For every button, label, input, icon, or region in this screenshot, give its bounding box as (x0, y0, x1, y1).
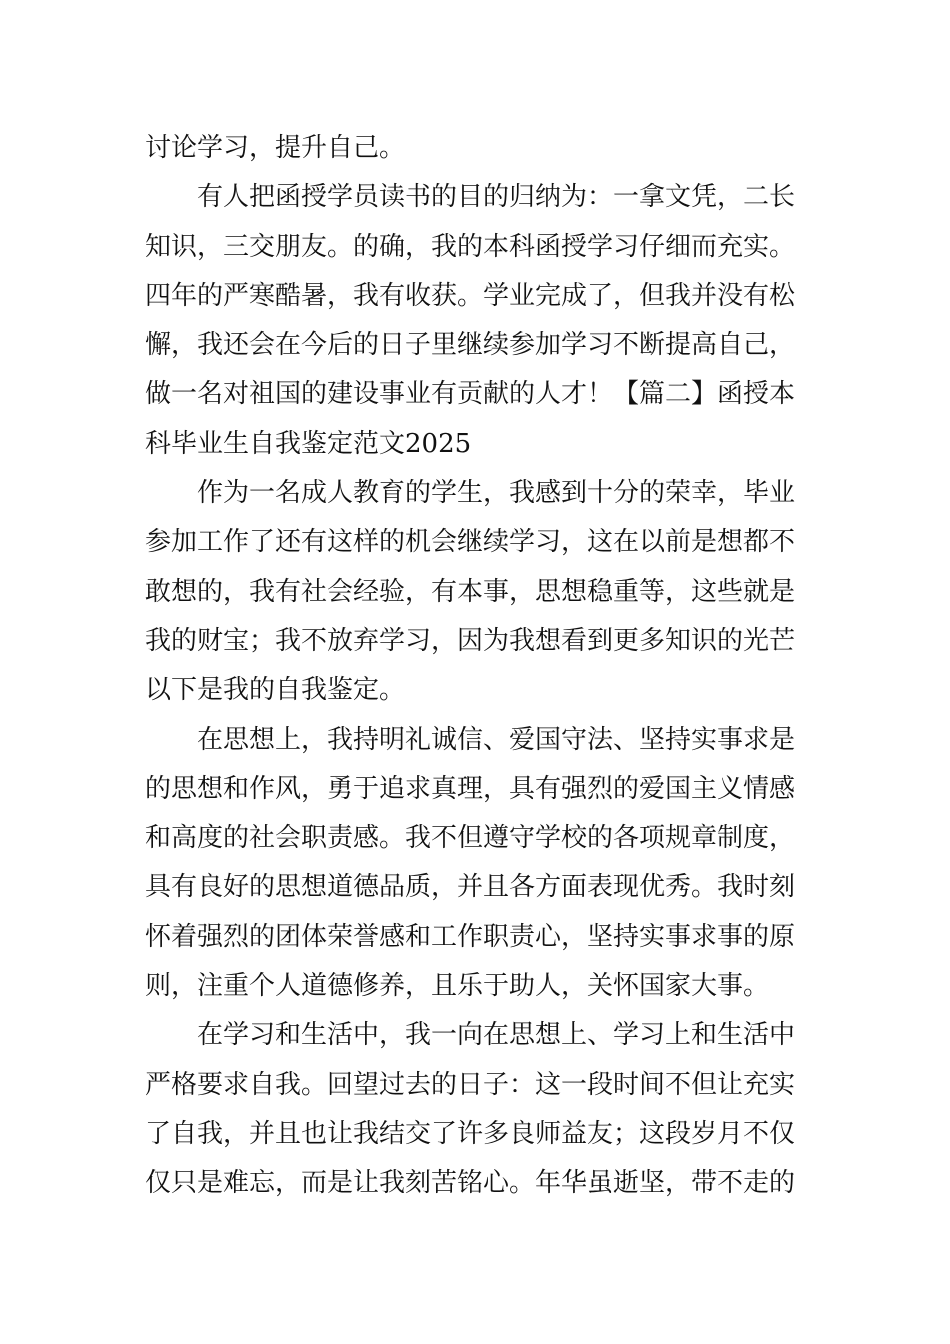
text-line: 了自我，并且也让我结交了许多良师益友；这段岁月不仅 (145, 1118, 796, 1149)
document-body (145, 124, 810, 1209)
text-line: 敢想的，我有社会经验，有本事，思想稳重等，这些就是 (145, 576, 796, 607)
text-line: 四年的严寒酷暑，我有收获。学业完成了，但我并没有松 (145, 280, 796, 311)
paragraph-first-line: 有人把函授学员读书的目的归纳为：一拿文凭，二长 (197, 182, 796, 213)
text-line: 我的财宝；我不放弃学习，因为我想看到更多知识的光芒 (145, 625, 796, 656)
text-line: 仅只是难忘，而是让我刻苦铭心。年华虽逝坚，带不走的 (145, 1168, 796, 1199)
text-line: 做一名对祖国的建设事业有贡献的人才！【篇二】函授本 (145, 379, 796, 410)
text-line: 懈，我还会在今后的日子里继续参加学习不断提高自己， (145, 330, 796, 361)
text-line: 具有良好的思想道德品质，并且各方面表现优秀。我时刻 (145, 872, 796, 903)
text-line: 的思想和作风，勇于追求真理，具有强烈的爱国主义情感 (145, 773, 796, 804)
text-line: 讨论学习，提升自己。 (145, 133, 406, 163)
text-line: 参加工作了还有这样的机会继续学习，这在以前是想都不 (145, 527, 796, 558)
text-line: 以下是我的自我鉴定。 (145, 675, 406, 706)
paragraph-first-line: 在学习和生活中，我一向在思想上、学习上和生活中 (197, 1020, 796, 1051)
text-line: 严格要求自我。回望过去的日子：这一段时间不但让充实 (145, 1069, 796, 1100)
text-line: 和高度的社会职责感。我不但遵守学校的各项规章制度， (145, 823, 796, 854)
text-line: 科毕业生自我鉴定范文2025 (145, 428, 472, 459)
text-line: 怀着强烈的团体荣誉感和工作职责心，坚持实事求事的原 (145, 921, 796, 952)
paragraph-first-line: 在思想上，我持明礼诚信、爱国守法、坚持实事求是 (197, 724, 796, 755)
text-line: 知识，三交朋友。的确，我的本科函授学习仔细而充实。 (145, 231, 796, 262)
paragraph-first-line: 作为一名成人教育的学生，我感到十分的荣幸，毕业 (197, 478, 796, 509)
text-line: 则，注重个人道德修养，且乐于助人，关怀国家大事。 (145, 971, 770, 1002)
